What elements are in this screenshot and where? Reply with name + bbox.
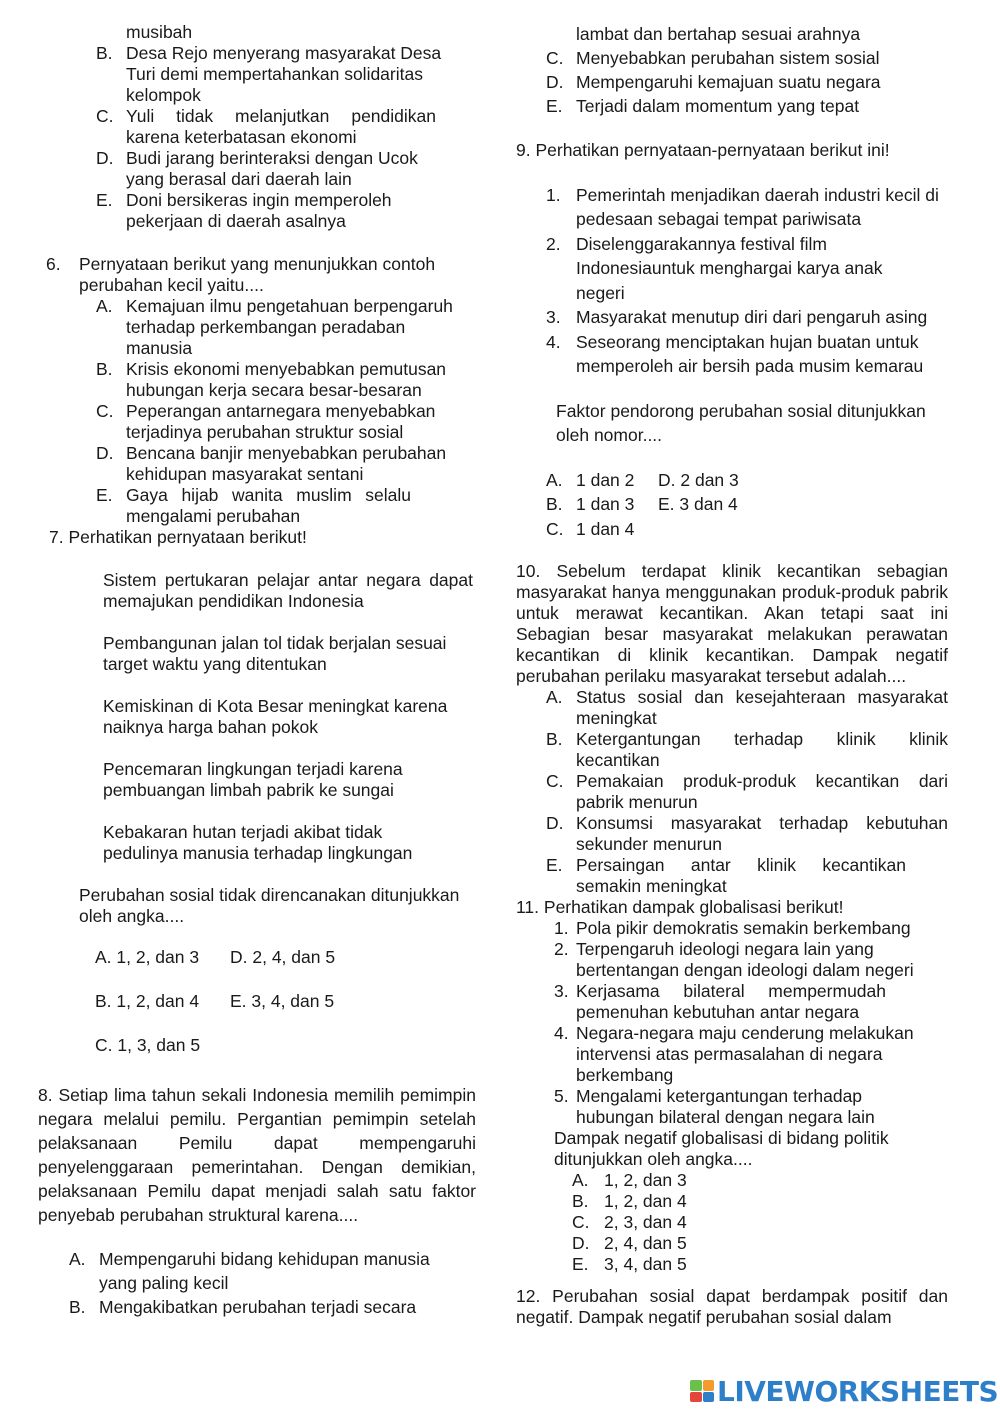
option-text: Bencana banjir menyebabkan perubahan kehidupan masyarakat sentani	[126, 443, 447, 484]
question-11	[514, 897, 948, 1275]
q6-stem	[36, 254, 482, 296]
q9-prompt: Faktor pendorong perubahan sosial ditunjukkan oleh nomor....	[556, 400, 926, 445]
q10-option-e[interactable]	[514, 855, 948, 897]
q10-option-c[interactable]	[514, 771, 948, 813]
q11-option-b[interactable]	[514, 1191, 948, 1212]
q8-tail	[514, 22, 948, 118]
option-label: D.	[96, 148, 114, 168]
brand-text: LIVEWORKSHEETS	[717, 1374, 999, 1408]
option-label: C.	[572, 1212, 590, 1232]
option-text: Konsumsi masyarakat terhadap kebutuhan sekunder menurun	[576, 813, 948, 854]
statement-text: Pola pikir demokratis semakin berkembang	[576, 918, 911, 938]
q6-option-c[interactable]	[36, 401, 482, 443]
answer-d[interactable]: D. 2, 4, dan 5	[230, 947, 336, 967]
option-label: E.	[96, 190, 113, 210]
q11-option-a[interactable]	[514, 1170, 948, 1191]
statement-number: 1.	[554, 918, 569, 938]
q8-option-a[interactable]	[36, 1247, 482, 1295]
q11-option-c[interactable]	[514, 1212, 948, 1233]
option-label: A.	[546, 687, 563, 707]
q11-option-e[interactable]	[514, 1254, 948, 1275]
option-text: Persaingan antar klinik kecantikan semakin meningkat	[576, 855, 906, 896]
answer-text: 1 dan 2	[576, 469, 635, 490]
option-text: 1, 2, dan 3	[604, 1170, 687, 1190]
q6-option-a[interactable]	[36, 296, 482, 359]
q9-answers	[514, 468, 948, 542]
answer-a[interactable]: A. 1, 2, dan 3	[95, 947, 200, 967]
statement-1: Sistem pertukaran pelajar antar negara dapat memajukan pendidikan Indonesia	[103, 570, 473, 611]
option-label: B.	[546, 729, 563, 749]
q9-statement-2	[514, 232, 948, 306]
option-text: Menyebabkan perubahan sistem sosial	[576, 48, 880, 68]
statement-number: 4.	[546, 331, 561, 352]
q5-option-c[interactable]	[36, 106, 482, 148]
answer-e[interactable]: E. 3, 4, dan 5	[230, 991, 335, 1011]
statement-number: 4.	[554, 1023, 569, 1043]
logo-square-blue	[703, 1392, 715, 1403]
question-text: Pernyataan berikut yang menunjukkan contoh perubahan kecil yaitu....	[79, 254, 436, 295]
q10-option-d[interactable]	[514, 813, 948, 855]
q11-option-d[interactable]	[514, 1233, 948, 1254]
q9-answer-row-1[interactable]	[514, 468, 948, 493]
question-text: 12. Perubahan sosial dapat berdampak positif dan negatif. Dampak negatif perubahan sosial dalam	[516, 1286, 948, 1327]
question-10	[514, 561, 948, 897]
q8-option-c[interactable]	[514, 46, 948, 70]
option-text: Budi jarang berinteraksi dengan Ucok yang berasal dari daerah lain	[126, 148, 418, 189]
logo-square-orange	[703, 1380, 715, 1391]
option-label: D.	[572, 1233, 590, 1253]
option-label: B.	[69, 1297, 86, 1317]
q11-statement-2	[514, 939, 948, 981]
q7-prompt: Perubahan sosial tidak direncanakan ditunjukkan oleh angka....	[79, 885, 460, 926]
statement-text: Kerjasama bilateral mempermudah pemenuhan kebutuhan antar negara	[576, 981, 886, 1022]
statement-number: 2.	[554, 939, 569, 959]
logo-mark-icon	[690, 1380, 714, 1402]
statement-5: Kebakaran hutan terjadi akibat tidak pedulinya manusia terhadap lingkungan	[103, 822, 413, 863]
option-label: A.	[96, 296, 113, 316]
answer-label: A.	[546, 469, 563, 490]
option-label: E.	[572, 1254, 589, 1274]
q10-option-a[interactable]	[514, 687, 948, 729]
statement-text: Terpengaruh ideologi negara lain yang bertentangan dengan ideologi dalam negeri	[576, 939, 914, 980]
logo-square-red	[690, 1392, 702, 1403]
q8-option-b-end: lambat dan bertahap sesuai arahnya	[576, 24, 861, 44]
answer-b[interactable]: B. 1, 2, dan 4	[95, 991, 200, 1011]
q11-prompt: Dampak negatif globalisasi di bidang politik ditunjukkan oleh angka....	[554, 1128, 889, 1169]
option-text: 3, 4, dan 5	[604, 1254, 687, 1274]
statement-number: 3.	[554, 981, 569, 1001]
question-6	[36, 254, 482, 527]
q10-option-b[interactable]	[514, 729, 948, 771]
option-label: E.	[96, 485, 113, 505]
q6-option-e[interactable]	[36, 485, 482, 527]
q6-option-d[interactable]	[36, 443, 482, 485]
question-text: 10. Sebelum terdapat klinik kecantikan sebagian masyarakat hanya menggunakan produk-produk pabrik untuk merawat kecantikan. Akan tetapi saat ini Sebagian besar masyarakat melakukan perawatan kecantikan di klinik kecantikan. Dampak negatif perubahan perilaku masyarakat tersebut adalah....	[516, 561, 948, 686]
q8-option-d[interactable]	[514, 70, 948, 94]
statement-text: Mengalami ketergantungan terhadap hubungan bilateral dengan negara lain	[576, 1086, 875, 1127]
q5-option-d[interactable]	[36, 148, 482, 190]
q8-option-e[interactable]	[514, 94, 948, 118]
statement-text: Masyarakat menutup diri dari pengaruh asing	[576, 307, 928, 327]
statement-number: 2.	[546, 233, 561, 254]
q11-statement-1	[514, 918, 948, 939]
option-label: D.	[546, 72, 564, 92]
option-label: C.	[546, 771, 564, 791]
question-text: 9. Perhatikan pernyataan-pernyataan berikut ini!	[516, 140, 890, 160]
q5-option-a-end: musibah	[126, 22, 193, 42]
answer-label: C.	[546, 518, 564, 539]
q11-statement-5	[514, 1086, 948, 1128]
option-text: Doni bersikeras ingin memperoleh pekerjaan di daerah asalnya	[126, 190, 392, 231]
option-label: C.	[96, 106, 114, 126]
option-label: C.	[546, 48, 564, 68]
q5-option-e[interactable]	[36, 190, 482, 232]
q5-tail	[36, 22, 482, 232]
left-column	[36, 22, 482, 1319]
option-text: 2, 3, dan 4	[604, 1212, 687, 1232]
question-7	[36, 527, 482, 1077]
option-text: Ketergantungan terhadap klinik klinik kecantikan	[576, 729, 948, 770]
option-text: Pemakaian produk-produk kecantikan dari pabrik menurun	[576, 771, 948, 812]
option-text: Desa Rejo menyerang masyarakat Desa Turi demi mempertahankan solidaritas kelompok	[126, 43, 442, 105]
logo-square-green	[690, 1380, 702, 1391]
option-label: A.	[69, 1249, 86, 1269]
q9-statement-1	[514, 183, 948, 232]
option-label: D.	[96, 443, 114, 463]
q9-answer-row-3[interactable]	[514, 517, 948, 542]
option-text: Gaya hijab wanita muslim selalu mengalami perubahan	[126, 485, 411, 526]
statement-text: Seseorang menciptakan hujan buatan untuk memperoleh air bersih pada musim kemarau	[576, 331, 924, 376]
right-column	[514, 22, 948, 1328]
q7-statements	[36, 570, 473, 864]
option-label: B.	[96, 359, 113, 379]
q5-option-b[interactable]	[36, 43, 482, 106]
option-label: B.	[96, 43, 113, 63]
question-12	[514, 1286, 948, 1328]
answer-extra: D. 2 dan 3	[658, 469, 739, 490]
q6-option-b[interactable]	[36, 359, 482, 401]
option-text: Peperangan antarnegara menyebabkan terjadinya perubahan struktur sosial	[126, 401, 436, 442]
statement-number: 5.	[554, 1086, 569, 1106]
question-text: 7. Perhatikan pernyataan berikut!	[49, 527, 307, 547]
option-text: Terjadi dalam momentum yang tepat	[576, 96, 860, 116]
q8-option-b[interactable]	[36, 1295, 482, 1319]
question-9	[514, 138, 948, 541]
q9-statement-4	[514, 330, 948, 379]
answer-c[interactable]: C. 1, 3, dan 5	[95, 1035, 201, 1055]
question-text: 11. Perhatikan dampak globalisasi berikut!	[516, 897, 844, 917]
statement-3: Kemiskinan di Kota Besar meningkat karena naiknya harga bahan pokok	[103, 696, 448, 737]
option-text: Mempengaruhi kemajuan suatu negara	[576, 72, 881, 92]
option-text: Mengakibatkan perubahan terjadi secara	[99, 1297, 417, 1317]
option-text: 2, 4, dan 5	[604, 1233, 687, 1253]
statement-4: Pencemaran lingkungan terjadi karena pembuangan limbah pabrik ke sungai	[103, 759, 403, 800]
option-label: B.	[572, 1191, 589, 1211]
q11-statement-4	[514, 1023, 948, 1086]
q7-answers	[36, 947, 482, 1077]
question-number: 6.	[46, 254, 61, 274]
question-8	[36, 1083, 482, 1319]
option-label: E.	[546, 96, 563, 116]
option-text: Status sosial dan kesejahteraan masyarakat meningkat	[576, 687, 948, 728]
option-label: A.	[572, 1170, 589, 1190]
statement-text: Pemerintah menjadikan daerah industri kecil di pedesaan sebagai tempat pariwisata	[576, 184, 939, 229]
answer-text: 1 dan 4	[576, 518, 635, 539]
option-text: Mempengaruhi bidang kehidupan manusia yang paling kecil	[99, 1249, 430, 1293]
option-label: D.	[546, 813, 564, 833]
question-text: 8. Setiap lima tahun sekali Indonesia memilih pemimpin negara melalui pemilu. Pergantian pemimpin setelah pelaksanaan Pemilu dapat mempengaruhi penyelenggaraan pemerintahan. Dengan demikian, pelaksanaan Pemilu dapat menjadi salah satu faktor penyebab perubahan struktural karena....	[38, 1085, 476, 1225]
option-label: E.	[546, 855, 563, 875]
option-text: Krisis ekonomi menyebabkan pemutusan hubungan kerja secara besar-besaran	[126, 359, 447, 400]
statement-number: 3.	[546, 307, 561, 327]
q11-statement-3	[514, 981, 948, 1023]
liveworksheets-logo	[690, 1374, 999, 1408]
q9-answer-row-2[interactable]	[514, 492, 948, 517]
q9-statement-3	[514, 305, 948, 330]
statement-text: Diselenggarakannya festival film Indonesiauntuk menghargai karya anak negeri	[576, 233, 883, 303]
option-text: 1, 2, dan 4	[604, 1191, 687, 1211]
statement-text: Negara-negara maju cenderung melakukan intervensi atas permasalahan di negara berkembang	[576, 1023, 914, 1085]
answer-label: B.	[546, 494, 563, 514]
answer-extra: E. 3 dan 4	[658, 494, 738, 514]
q9-statements	[514, 183, 948, 379]
statement-2: Pembangunan jalan tol tidak berjalan sesuai target waktu yang ditentukan	[103, 633, 447, 674]
option-text: Yuli tidak melanjutkan pendidikan karena keterbatasan ekonomi	[126, 106, 436, 147]
option-text: Kemajuan ilmu pengetahuan berpengaruh terhadap perkembangan peradaban manusia	[126, 296, 453, 358]
answer-text: 1 dan 3	[576, 494, 635, 514]
statement-number: 1.	[546, 184, 561, 205]
option-label: C.	[96, 401, 114, 421]
